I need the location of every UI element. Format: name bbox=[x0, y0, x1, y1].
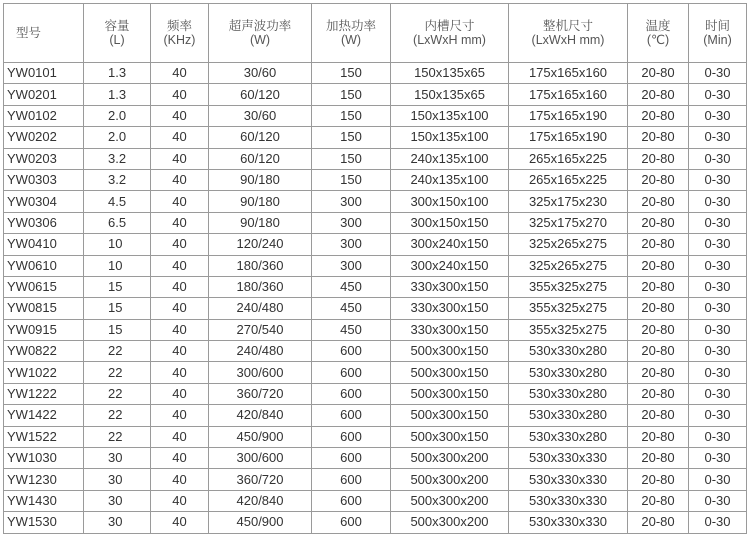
header-label: 频率 bbox=[166, 19, 192, 33]
cell-model: YW1522 bbox=[4, 426, 84, 447]
cell-ultrasonic-power: 300/600 bbox=[209, 362, 312, 383]
header-unit: (Min) bbox=[703, 33, 732, 47]
table-row bbox=[4, 383, 747, 404]
cell-overall-size: 325x175x270 bbox=[509, 212, 628, 233]
cell-model: YW1430 bbox=[4, 490, 84, 511]
cell-overall-size: 355x325x275 bbox=[509, 298, 628, 319]
cell-capacity: 22 bbox=[84, 341, 151, 362]
cell-overall-size: 530x330x280 bbox=[509, 341, 628, 362]
cell-overall-size: 175x165x160 bbox=[509, 63, 628, 84]
cell-model: YW0303 bbox=[4, 169, 84, 190]
cell-overall-size: 530x330x280 bbox=[509, 405, 628, 426]
header-model bbox=[4, 4, 84, 63]
table-row bbox=[4, 512, 747, 533]
table-row bbox=[4, 84, 747, 105]
cell-temperature: 20-80 bbox=[628, 426, 689, 447]
cell-temperature: 20-80 bbox=[628, 512, 689, 533]
cell-model: YW0822 bbox=[4, 341, 84, 362]
cell-tank-size: 500x300x200 bbox=[391, 490, 509, 511]
cell-frequency: 40 bbox=[151, 426, 209, 447]
cell-ultrasonic-power: 270/540 bbox=[209, 319, 312, 340]
cell-frequency: 40 bbox=[151, 63, 209, 84]
cell-tank-size: 300x240x150 bbox=[391, 234, 509, 255]
cell-temperature: 20-80 bbox=[628, 276, 689, 297]
cell-frequency: 40 bbox=[151, 276, 209, 297]
cell-temperature: 20-80 bbox=[628, 191, 689, 212]
cell-time: 0-30 bbox=[689, 405, 747, 426]
header-label: 加热功率 bbox=[325, 19, 376, 33]
cell-time: 0-30 bbox=[689, 191, 747, 212]
cell-temperature: 20-80 bbox=[628, 448, 689, 469]
cell-heating-power: 150 bbox=[312, 63, 391, 84]
header-label: 型号 bbox=[16, 26, 42, 40]
cell-time: 0-30 bbox=[689, 448, 747, 469]
header-unit: (L) bbox=[109, 33, 125, 47]
cell-heating-power: 600 bbox=[312, 383, 391, 404]
cell-capacity: 10 bbox=[84, 234, 151, 255]
cell-frequency: 40 bbox=[151, 469, 209, 490]
cell-capacity: 15 bbox=[84, 298, 151, 319]
cell-time: 0-30 bbox=[689, 298, 747, 319]
table-row bbox=[4, 148, 747, 169]
cell-capacity: 15 bbox=[84, 319, 151, 340]
cell-time: 0-30 bbox=[689, 383, 747, 404]
cell-model: YW1230 bbox=[4, 469, 84, 490]
cell-tank-size: 300x150x150 bbox=[391, 212, 509, 233]
cell-model: YW0306 bbox=[4, 212, 84, 233]
header-overall-size bbox=[509, 4, 628, 63]
cell-tank-size: 500x300x150 bbox=[391, 405, 509, 426]
cell-ultrasonic-power: 300/600 bbox=[209, 448, 312, 469]
cell-time: 0-30 bbox=[689, 255, 747, 276]
header-unit: (W) bbox=[249, 33, 271, 47]
cell-overall-size: 175x165x190 bbox=[509, 105, 628, 126]
cell-time: 0-30 bbox=[689, 512, 747, 533]
header-label: 整机尺寸 bbox=[542, 19, 593, 33]
cell-model: YW1022 bbox=[4, 362, 84, 383]
cell-ultrasonic-power: 120/240 bbox=[209, 234, 312, 255]
table-row bbox=[4, 448, 747, 469]
cell-frequency: 40 bbox=[151, 191, 209, 212]
cell-time: 0-30 bbox=[689, 469, 747, 490]
cell-capacity: 30 bbox=[84, 448, 151, 469]
table-row bbox=[4, 234, 747, 255]
cell-capacity: 30 bbox=[84, 490, 151, 511]
cell-heating-power: 300 bbox=[312, 212, 391, 233]
cell-time: 0-30 bbox=[689, 63, 747, 84]
cell-ultrasonic-power: 60/120 bbox=[209, 148, 312, 169]
cell-temperature: 20-80 bbox=[628, 319, 689, 340]
cell-overall-size: 530x330x330 bbox=[509, 448, 628, 469]
cell-ultrasonic-power: 240/480 bbox=[209, 341, 312, 362]
cell-time: 0-30 bbox=[689, 212, 747, 233]
cell-temperature: 20-80 bbox=[628, 490, 689, 511]
table-row bbox=[4, 105, 747, 126]
header-frequency bbox=[151, 4, 209, 63]
cell-heating-power: 300 bbox=[312, 234, 391, 255]
header-label: 超声波功率 bbox=[228, 19, 292, 33]
cell-ultrasonic-power: 60/120 bbox=[209, 84, 312, 105]
cell-ultrasonic-power: 30/60 bbox=[209, 63, 312, 84]
header-label: 内槽尺寸 bbox=[424, 19, 475, 33]
cell-heating-power: 450 bbox=[312, 319, 391, 340]
cell-frequency: 40 bbox=[151, 362, 209, 383]
cell-capacity: 30 bbox=[84, 469, 151, 490]
cell-heating-power: 150 bbox=[312, 127, 391, 148]
table-row bbox=[4, 405, 747, 426]
table-row bbox=[4, 255, 747, 276]
cell-overall-size: 530x330x280 bbox=[509, 426, 628, 447]
cell-heating-power: 300 bbox=[312, 255, 391, 276]
cell-tank-size: 240x135x100 bbox=[391, 148, 509, 169]
cell-frequency: 40 bbox=[151, 127, 209, 148]
cell-overall-size: 530x330x280 bbox=[509, 383, 628, 404]
cell-tank-size: 150x135x65 bbox=[391, 84, 509, 105]
cell-capacity: 30 bbox=[84, 512, 151, 533]
cell-capacity: 22 bbox=[84, 405, 151, 426]
cell-capacity: 1.3 bbox=[84, 63, 151, 84]
cell-frequency: 40 bbox=[151, 512, 209, 533]
cell-frequency: 40 bbox=[151, 405, 209, 426]
cell-model: YW1530 bbox=[4, 512, 84, 533]
cell-overall-size: 325x265x275 bbox=[509, 234, 628, 255]
cell-temperature: 20-80 bbox=[628, 169, 689, 190]
header-label: 容量 bbox=[104, 19, 130, 33]
table-row bbox=[4, 276, 747, 297]
cell-overall-size: 355x325x275 bbox=[509, 276, 628, 297]
table-row bbox=[4, 298, 747, 319]
cell-capacity: 10 bbox=[84, 255, 151, 276]
cell-ultrasonic-power: 450/900 bbox=[209, 426, 312, 447]
cell-temperature: 20-80 bbox=[628, 383, 689, 404]
cell-overall-size: 325x175x230 bbox=[509, 191, 628, 212]
cell-heating-power: 450 bbox=[312, 298, 391, 319]
cell-heating-power: 150 bbox=[312, 105, 391, 126]
cell-temperature: 20-80 bbox=[628, 341, 689, 362]
cell-frequency: 40 bbox=[151, 148, 209, 169]
cell-tank-size: 300x150x100 bbox=[391, 191, 509, 212]
cell-frequency: 40 bbox=[151, 341, 209, 362]
cell-capacity: 2.0 bbox=[84, 105, 151, 126]
cell-frequency: 40 bbox=[151, 490, 209, 511]
cell-time: 0-30 bbox=[689, 426, 747, 447]
cell-overall-size: 530x330x330 bbox=[509, 490, 628, 511]
header-unit: (LxWxH mm) bbox=[531, 33, 605, 47]
cell-time: 0-30 bbox=[689, 234, 747, 255]
cell-heating-power: 150 bbox=[312, 148, 391, 169]
cell-time: 0-30 bbox=[689, 362, 747, 383]
header-unit: (LxWxH mm) bbox=[413, 33, 486, 47]
cell-model: YW0615 bbox=[4, 276, 84, 297]
table-row bbox=[4, 362, 747, 383]
cell-ultrasonic-power: 360/720 bbox=[209, 469, 312, 490]
cell-model: YW1030 bbox=[4, 448, 84, 469]
cell-heating-power: 600 bbox=[312, 448, 391, 469]
cell-ultrasonic-power: 420/840 bbox=[209, 490, 312, 511]
cell-time: 0-30 bbox=[689, 127, 747, 148]
cell-tank-size: 330x300x150 bbox=[391, 298, 509, 319]
cell-temperature: 20-80 bbox=[628, 298, 689, 319]
table-row bbox=[4, 169, 747, 190]
cell-model: YW0815 bbox=[4, 298, 84, 319]
cell-tank-size: 150x135x100 bbox=[391, 127, 509, 148]
cell-tank-size: 300x240x150 bbox=[391, 255, 509, 276]
cell-ultrasonic-power: 90/180 bbox=[209, 191, 312, 212]
cell-frequency: 40 bbox=[151, 234, 209, 255]
cell-frequency: 40 bbox=[151, 84, 209, 105]
header-unit: (℃) bbox=[646, 33, 670, 47]
header-ultrasonic-power bbox=[209, 4, 312, 63]
cell-ultrasonic-power: 30/60 bbox=[209, 105, 312, 126]
cell-time: 0-30 bbox=[689, 169, 747, 190]
cell-overall-size: 265x165x225 bbox=[509, 148, 628, 169]
cell-ultrasonic-power: 420/840 bbox=[209, 405, 312, 426]
cell-ultrasonic-power: 180/360 bbox=[209, 255, 312, 276]
cell-model: YW0304 bbox=[4, 191, 84, 212]
cell-frequency: 40 bbox=[151, 448, 209, 469]
header-heating-power bbox=[312, 4, 391, 63]
cell-frequency: 40 bbox=[151, 255, 209, 276]
cell-capacity: 22 bbox=[84, 383, 151, 404]
cell-capacity: 3.2 bbox=[84, 148, 151, 169]
cell-ultrasonic-power: 60/120 bbox=[209, 127, 312, 148]
cell-frequency: 40 bbox=[151, 105, 209, 126]
header-unit: (W) bbox=[340, 33, 362, 47]
table-row bbox=[4, 469, 747, 490]
cell-tank-size: 330x300x150 bbox=[391, 276, 509, 297]
cell-time: 0-30 bbox=[689, 276, 747, 297]
cell-ultrasonic-power: 90/180 bbox=[209, 169, 312, 190]
cell-model: YW0915 bbox=[4, 319, 84, 340]
cell-ultrasonic-power: 240/480 bbox=[209, 298, 312, 319]
cell-time: 0-30 bbox=[689, 105, 747, 126]
cell-capacity: 6.5 bbox=[84, 212, 151, 233]
cell-temperature: 20-80 bbox=[628, 127, 689, 148]
cell-ultrasonic-power: 450/900 bbox=[209, 512, 312, 533]
cell-model: YW0102 bbox=[4, 105, 84, 126]
cell-model: YW1222 bbox=[4, 383, 84, 404]
cell-tank-size: 330x300x150 bbox=[391, 319, 509, 340]
cell-tank-size: 240x135x100 bbox=[391, 169, 509, 190]
spec-table-container bbox=[3, 3, 747, 534]
cell-ultrasonic-power: 360/720 bbox=[209, 383, 312, 404]
cell-model: YW1422 bbox=[4, 405, 84, 426]
cell-capacity: 2.0 bbox=[84, 127, 151, 148]
cell-overall-size: 175x165x190 bbox=[509, 127, 628, 148]
cell-temperature: 20-80 bbox=[628, 105, 689, 126]
spec-table bbox=[3, 3, 747, 534]
cell-overall-size: 325x265x275 bbox=[509, 255, 628, 276]
cell-overall-size: 530x330x330 bbox=[509, 469, 628, 490]
cell-frequency: 40 bbox=[151, 383, 209, 404]
cell-tank-size: 150x135x100 bbox=[391, 105, 509, 126]
cell-model: YW0101 bbox=[4, 63, 84, 84]
cell-temperature: 20-80 bbox=[628, 255, 689, 276]
cell-frequency: 40 bbox=[151, 319, 209, 340]
cell-model: YW0201 bbox=[4, 84, 84, 105]
cell-frequency: 40 bbox=[151, 169, 209, 190]
cell-temperature: 20-80 bbox=[628, 234, 689, 255]
cell-capacity: 1.3 bbox=[84, 84, 151, 105]
cell-tank-size: 500x300x150 bbox=[391, 341, 509, 362]
cell-tank-size: 500x300x150 bbox=[391, 383, 509, 404]
cell-heating-power: 600 bbox=[312, 362, 391, 383]
cell-tank-size: 150x135x65 bbox=[391, 63, 509, 84]
cell-time: 0-30 bbox=[689, 490, 747, 511]
table-row bbox=[4, 63, 747, 84]
cell-capacity: 3.2 bbox=[84, 169, 151, 190]
cell-temperature: 20-80 bbox=[628, 469, 689, 490]
cell-time: 0-30 bbox=[689, 84, 747, 105]
table-row bbox=[4, 426, 747, 447]
cell-heating-power: 600 bbox=[312, 512, 391, 533]
header-unit: (KHz) bbox=[163, 33, 196, 47]
cell-heating-power: 600 bbox=[312, 469, 391, 490]
cell-temperature: 20-80 bbox=[628, 405, 689, 426]
cell-heating-power: 600 bbox=[312, 405, 391, 426]
cell-tank-size: 500x300x200 bbox=[391, 512, 509, 533]
cell-capacity: 22 bbox=[84, 426, 151, 447]
table-row bbox=[4, 341, 747, 362]
cell-capacity: 4.5 bbox=[84, 191, 151, 212]
cell-overall-size: 530x330x280 bbox=[509, 362, 628, 383]
cell-temperature: 20-80 bbox=[628, 212, 689, 233]
cell-heating-power: 150 bbox=[312, 169, 391, 190]
cell-model: YW0610 bbox=[4, 255, 84, 276]
table-row bbox=[4, 212, 747, 233]
header-tank-size bbox=[391, 4, 509, 63]
cell-overall-size: 265x165x225 bbox=[509, 169, 628, 190]
cell-heating-power: 450 bbox=[312, 276, 391, 297]
table-row bbox=[4, 127, 747, 148]
cell-time: 0-30 bbox=[689, 341, 747, 362]
table-row bbox=[4, 191, 747, 212]
header-row bbox=[4, 4, 747, 63]
cell-model: YW0202 bbox=[4, 127, 84, 148]
table-body bbox=[4, 63, 747, 534]
table-row bbox=[4, 490, 747, 511]
cell-frequency: 40 bbox=[151, 212, 209, 233]
header-label: 温度 bbox=[645, 19, 671, 33]
cell-tank-size: 500x300x200 bbox=[391, 469, 509, 490]
cell-ultrasonic-power: 180/360 bbox=[209, 276, 312, 297]
cell-model: YW0203 bbox=[4, 148, 84, 169]
cell-time: 0-30 bbox=[689, 148, 747, 169]
cell-heating-power: 300 bbox=[312, 191, 391, 212]
table-row bbox=[4, 319, 747, 340]
cell-heating-power: 600 bbox=[312, 426, 391, 447]
cell-heating-power: 600 bbox=[312, 341, 391, 362]
cell-temperature: 20-80 bbox=[628, 63, 689, 84]
cell-temperature: 20-80 bbox=[628, 148, 689, 169]
cell-frequency: 40 bbox=[151, 298, 209, 319]
header-capacity bbox=[84, 4, 151, 63]
cell-time: 0-30 bbox=[689, 319, 747, 340]
cell-tank-size: 500x300x200 bbox=[391, 448, 509, 469]
cell-capacity: 15 bbox=[84, 276, 151, 297]
cell-capacity: 22 bbox=[84, 362, 151, 383]
header-time bbox=[689, 4, 747, 63]
cell-overall-size: 355x325x275 bbox=[509, 319, 628, 340]
cell-overall-size: 530x330x330 bbox=[509, 512, 628, 533]
cell-tank-size: 500x300x150 bbox=[391, 362, 509, 383]
cell-overall-size: 175x165x160 bbox=[509, 84, 628, 105]
header-label: 时间 bbox=[704, 19, 730, 33]
cell-temperature: 20-80 bbox=[628, 84, 689, 105]
cell-model: YW0410 bbox=[4, 234, 84, 255]
cell-heating-power: 150 bbox=[312, 84, 391, 105]
cell-tank-size: 500x300x150 bbox=[391, 426, 509, 447]
cell-ultrasonic-power: 90/180 bbox=[209, 212, 312, 233]
cell-temperature: 20-80 bbox=[628, 362, 689, 383]
cell-heating-power: 600 bbox=[312, 490, 391, 511]
header-temperature bbox=[628, 4, 689, 63]
